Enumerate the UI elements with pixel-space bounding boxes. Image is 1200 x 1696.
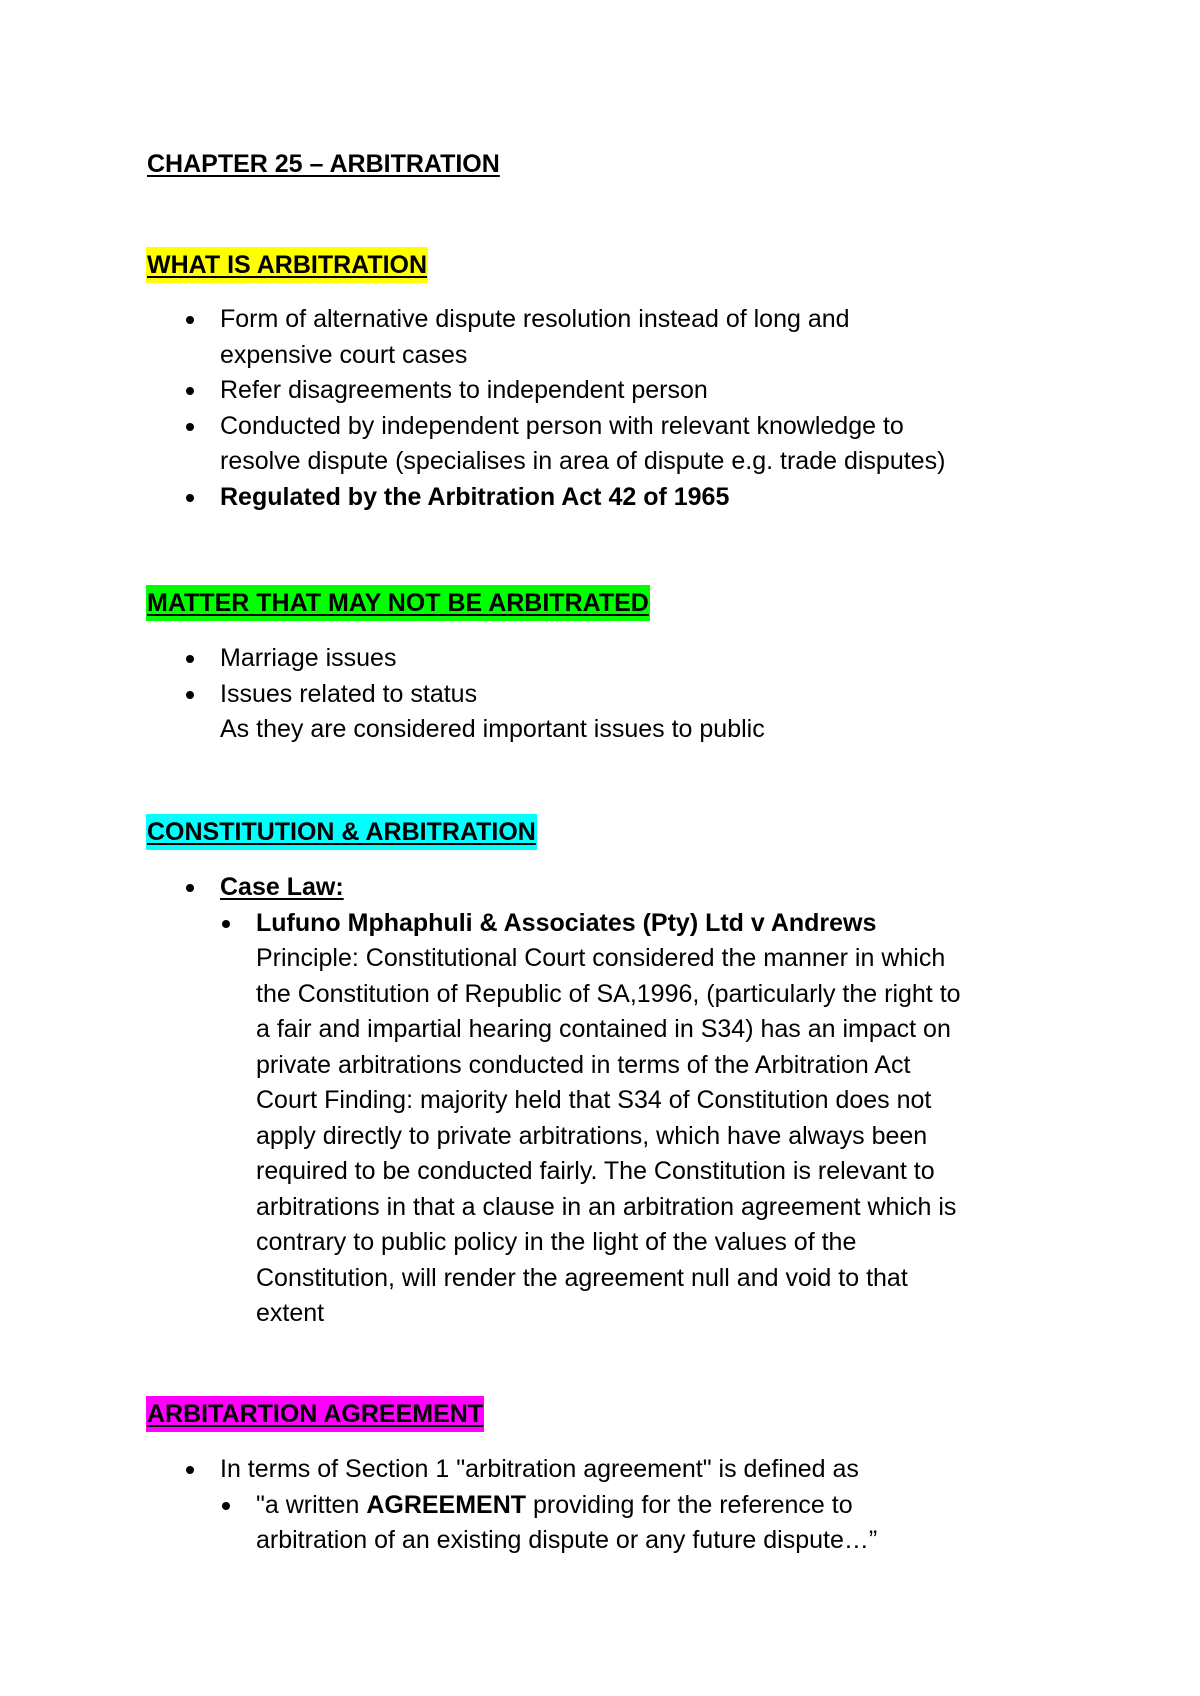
list-item: Marriage issues xyxy=(146,641,765,677)
section-heading-not-arbitrated: MATTER THAT MAY NOT BE ARBITRATED xyxy=(146,585,650,621)
quote-suffix: providing for the reference to xyxy=(526,1490,853,1519)
case-text-line: apply directly to private arbitrations, which have always been xyxy=(256,1121,928,1150)
case-text-line: required to be conducted fairly. The Constitution is relevant to xyxy=(256,1157,935,1185)
list-item: Form of alternative dispute resolution instead of long and xyxy=(146,302,945,338)
list-item: Conducted by independent person with relevant knowledge to xyxy=(146,409,945,445)
what-is-arbitration-list xyxy=(146,302,945,515)
list-item-continuation: As they are considered important issues to public xyxy=(220,715,765,743)
chapter-title: CHAPTER 25 – ARBITRATION xyxy=(147,150,500,178)
list-item: Refer disagreements to independent person xyxy=(146,373,945,409)
quote-line xyxy=(146,1488,877,1524)
case-text-line: Principle: Constitutional Court considered the manner in which xyxy=(256,944,946,972)
case-text-line: private arbitrations conducted in terms of the Arbitration Act xyxy=(256,1050,911,1079)
case-text-line: extent xyxy=(256,1299,325,1327)
quote-line-continuation: arbitration of an existing dispute or any future dispute…” xyxy=(256,1526,878,1554)
quote-bold-word: AGREEMENT xyxy=(366,1490,527,1519)
section-heading-agreement: ARBITARTION AGREEMENT xyxy=(146,1396,484,1432)
case-law-label: Case Law: xyxy=(146,870,961,906)
case-text-line: Constitution, will render the agreement null and void to that xyxy=(256,1263,908,1292)
list-item: In terms of Section 1 "arbitration agreement" is defined as xyxy=(146,1452,877,1488)
list-item-bold: Regulated by the Arbitration Act 42 of 1965 xyxy=(146,480,945,516)
agreement-list xyxy=(146,1452,877,1559)
constitution-list xyxy=(146,870,961,1332)
case-text-line: the Constitution of Republic of SA,1996, (particularly the right to xyxy=(256,979,961,1008)
list-item-continuation: resolve dispute (specialises in area of dispute e.g. trade disputes) xyxy=(220,447,946,475)
case-text-line: Court Finding: majority held that S34 of Constitution does not xyxy=(256,1086,932,1114)
case-text-line: contrary to public policy in the light of the values of the xyxy=(256,1228,857,1256)
case-name: Lufuno Mphaphuli & Associates (Pty) Ltd v Andrews xyxy=(146,906,961,942)
section-heading-what-is-arbitration: WHAT IS ARBITRATION xyxy=(146,247,428,283)
case-text-line: a fair and impartial hearing contained in S34) has an impact on xyxy=(256,1015,951,1043)
list-item: Issues related to status xyxy=(146,677,765,713)
quote-prefix: "a written xyxy=(256,1490,367,1519)
case-text-line: arbitrations in that a clause in an arbitration agreement which is xyxy=(256,1192,957,1221)
not-arbitrated-list xyxy=(146,641,765,748)
section-heading-constitution: CONSTITUTION & ARBITRATION xyxy=(146,814,537,850)
list-item-continuation: expensive court cases xyxy=(220,340,468,369)
